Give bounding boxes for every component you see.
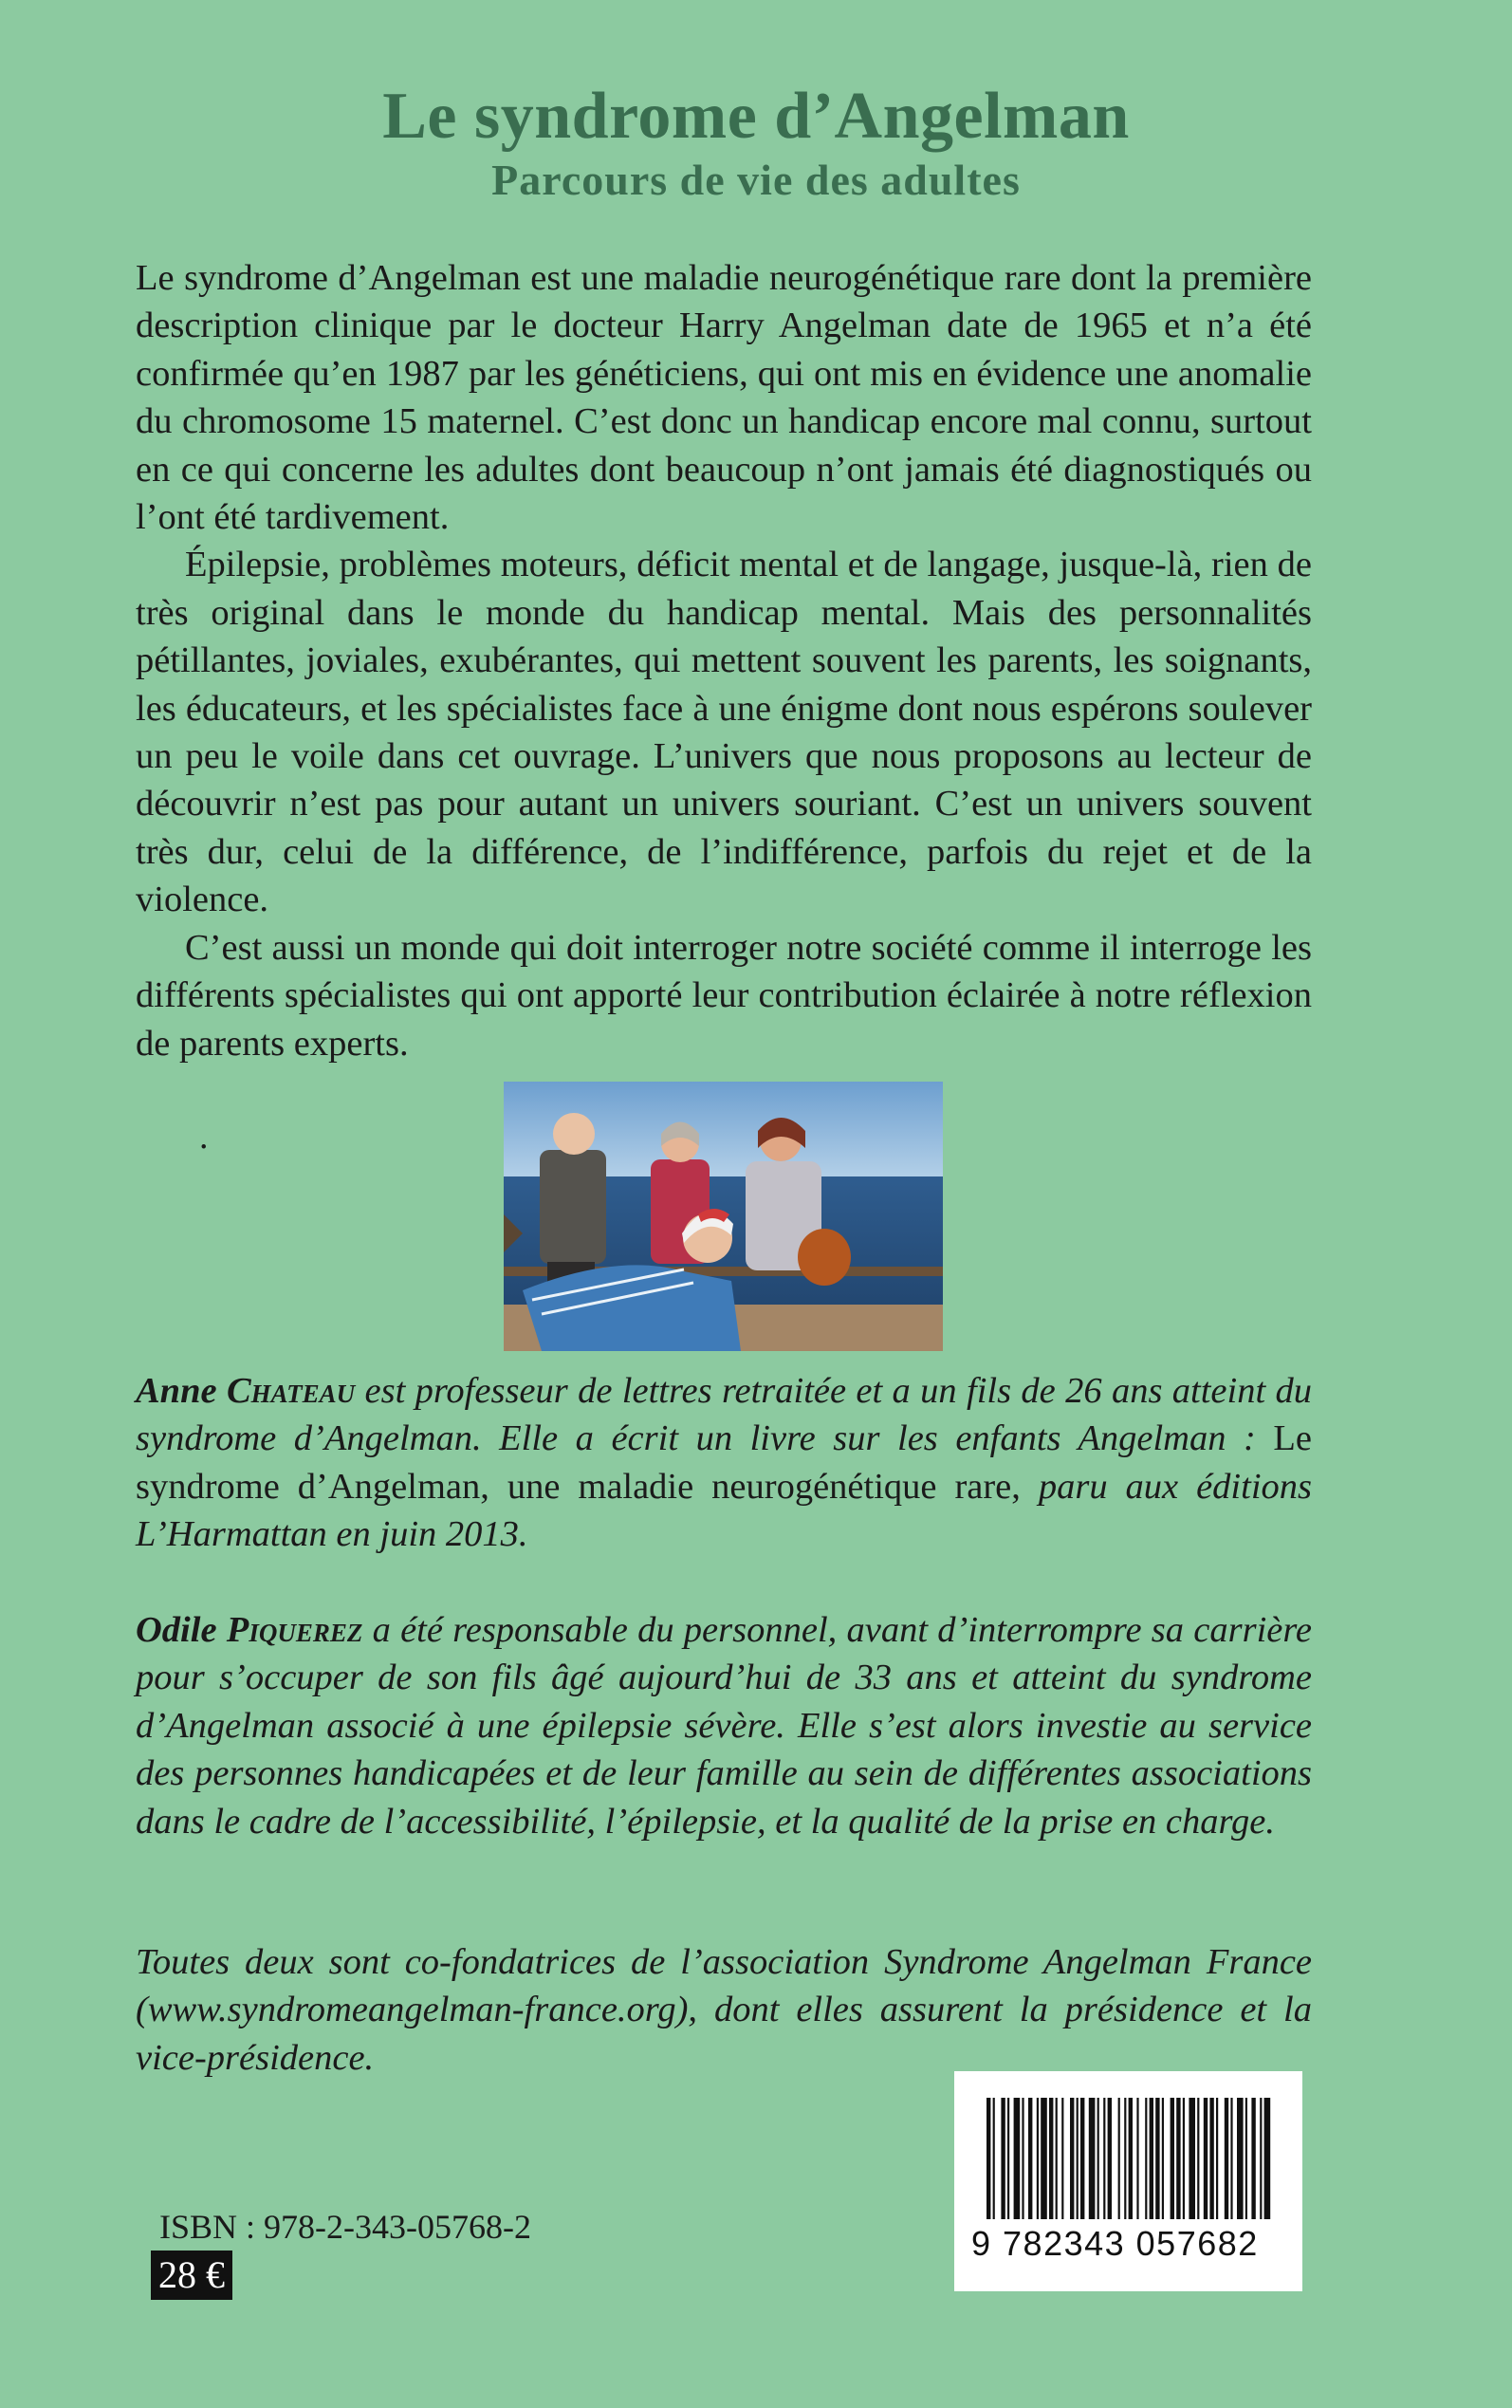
- barcode-bar: [1001, 2098, 1005, 2219]
- barcode-bar: [1230, 2098, 1232, 2219]
- barcode-bar: [1183, 2098, 1185, 2219]
- barcode-bar: [1136, 2098, 1138, 2219]
- blurb-paragraph-1: Le syndrome d’Angelman est une maladie neurogénétique rare dont la première description clinique par le docteur Harry Angelman date de 1965 et n’a été confirmée qu’en 1987 par les généticiens, qui ont mis en évidence une anomalie du chromosome 15 maternel. C’est donc un handicap encore mal connu, surtout en ce qui concerne les adultes dont beaucoup n’ont jamais été diagnostiqués ou l’ont été tardivement.: [136, 258, 1312, 538]
- isbn-text: ISBN : 978-2-343-05768-2: [159, 2208, 531, 2246]
- barcode-bar: [1077, 2098, 1079, 2219]
- barcode-bar: [1225, 2098, 1228, 2219]
- barcode-bar: [1108, 2098, 1112, 2219]
- author-first-name: Anne: [136, 1371, 217, 1411]
- barcode-bar: [1260, 2098, 1262, 2219]
- barcode-bar: [1237, 2098, 1244, 2219]
- barcode-bar: [1103, 2098, 1105, 2219]
- barcode-bar: [1049, 2098, 1053, 2219]
- blurb-paragraph-2: Épilepsie, problèmes moteurs, déficit mental et de langage, jusque-là, rien de très original dans le monde du handicap mental. Mais des personnalités pétillantes, joviales, exubérantes, qui mettent souvent les parents, les soignants, les éducateurs, et les spécialistes face à une énigme dont nous espérons soulever un peu le voile dans cet ouvrage. L’univers que nous proposons au lecteur de découvrir n’est pas pour autant un univers souriant. C’est un univers souvent très dur, celui de la différence, de l’indifférence, parfois du rejet et de la violence.: [136, 545, 1312, 920]
- barcode-bar: [1189, 2098, 1195, 2219]
- barcode-bar: [1129, 2098, 1133, 2219]
- barcode-bar: [1171, 2098, 1174, 2219]
- barcode-bar: [1022, 2098, 1023, 2219]
- price-tag: 28 €: [151, 2251, 232, 2300]
- barcode-bar: [1007, 2098, 1009, 2219]
- barcode-bar: [1251, 2098, 1255, 2219]
- barcode-bar: [1061, 2098, 1063, 2219]
- author-last-name: Piquerez: [226, 1610, 363, 1650]
- barcode-bar: [1176, 2098, 1180, 2219]
- barcode-bar: [1204, 2098, 1208, 2219]
- barcode-bar: [1245, 2098, 1247, 2219]
- barcode-bar: [1209, 2098, 1213, 2219]
- barcode-bar: [986, 2098, 990, 2219]
- barcode-bar: [1056, 2098, 1058, 2219]
- book-subtitle: Parcours de vie des adultes: [491, 156, 1021, 204]
- bio-both-paragraph: Toutes deux sont co-fondatrices de l’association Syndrome Angelman France (www.syndromeangelman-france.org), dont elles assurent la présidence et la vice-présidence.: [136, 1942, 1312, 2078]
- barcode-bar: [1080, 2098, 1084, 2219]
- book-title: Le syndrome d’Angelman: [382, 80, 1130, 153]
- stray-dot: .: [199, 1117, 209, 1157]
- barcode-bar: [1118, 2098, 1120, 2219]
- barcode-bar: [1070, 2098, 1074, 2219]
- barcode-bar: [1014, 2098, 1021, 2219]
- barcode-bar: [993, 2098, 995, 2219]
- barcode-digits: 9 782343 057682: [971, 2224, 1259, 2263]
- barcode-bar: [1097, 2098, 1099, 2219]
- barcode-bar: [1150, 2098, 1153, 2219]
- barcode-bar: [1162, 2098, 1164, 2219]
- bio-anne-text-1: est professeur de lettres retraitée et a un fils de 26 ans atteint du syndrome d’Angelman. Elle a écrit un livre sur les enfants Angelman :: [136, 1371, 1313, 1459]
- bio-odile-text: a été responsable du personnel, avant d’interrompre sa carrière pour s’occuper de son fils âgé aujourd’hui de 33 ans et atteint du syndrome d’Angelman associé à une épilepsie sévère. Elle s’est alors investie au service des personnes handicapées et de leur famille au sein de différentes associations dans le cadre de l’accessibilité, l’épilepsie, et la qualité de la prise en charge.: [136, 1610, 1313, 1842]
- barcode-bar: [1028, 2098, 1032, 2219]
- barcode-bar: [1155, 2098, 1159, 2219]
- barcode: [954, 2071, 1302, 2291]
- family-photo-illustration: [504, 1082, 943, 1351]
- bio-anne-book-title: Le syndrome d’Angelman, une maladie neurogénétique rare,: [136, 1418, 1312, 1507]
- barcode-bar: [1089, 2098, 1096, 2219]
- bio-anne-text-2: paru aux éditions L’Harmattan en juin 2013.: [136, 1466, 1313, 1555]
- barcode-bar: [1124, 2098, 1126, 2219]
- bio-odile-piquerez: [136, 1606, 1312, 1845]
- author-last-name: Chateau: [226, 1371, 356, 1411]
- bio-odile-paragraph: [136, 1606, 1312, 1845]
- blurb-paragraph-3: C’est aussi un monde qui doit interroger notre société comme il interroge les différents spécialistes qui ont apporté leur contribution éclairée à notre réflexion de parents experts.: [136, 927, 1312, 1064]
- blurb: [136, 254, 1312, 1067]
- barcode-bar: [1197, 2098, 1199, 2219]
- family-photo: [504, 1082, 943, 1351]
- author-first-name: Odile: [136, 1610, 217, 1650]
- barcode-bar: [1037, 2098, 1039, 2219]
- barcode-bar: [1216, 2098, 1218, 2219]
- barcode-bar: [1145, 2098, 1147, 2219]
- barcode-bar: [1041, 2098, 1047, 2219]
- barcode-bars: [986, 2098, 1271, 2219]
- bio-both-authors: [136, 1938, 1312, 2082]
- barcode-bar: [1264, 2098, 1271, 2219]
- bio-anne-paragraph: [136, 1367, 1312, 1559]
- bio-anne-chateau: [136, 1367, 1312, 1559]
